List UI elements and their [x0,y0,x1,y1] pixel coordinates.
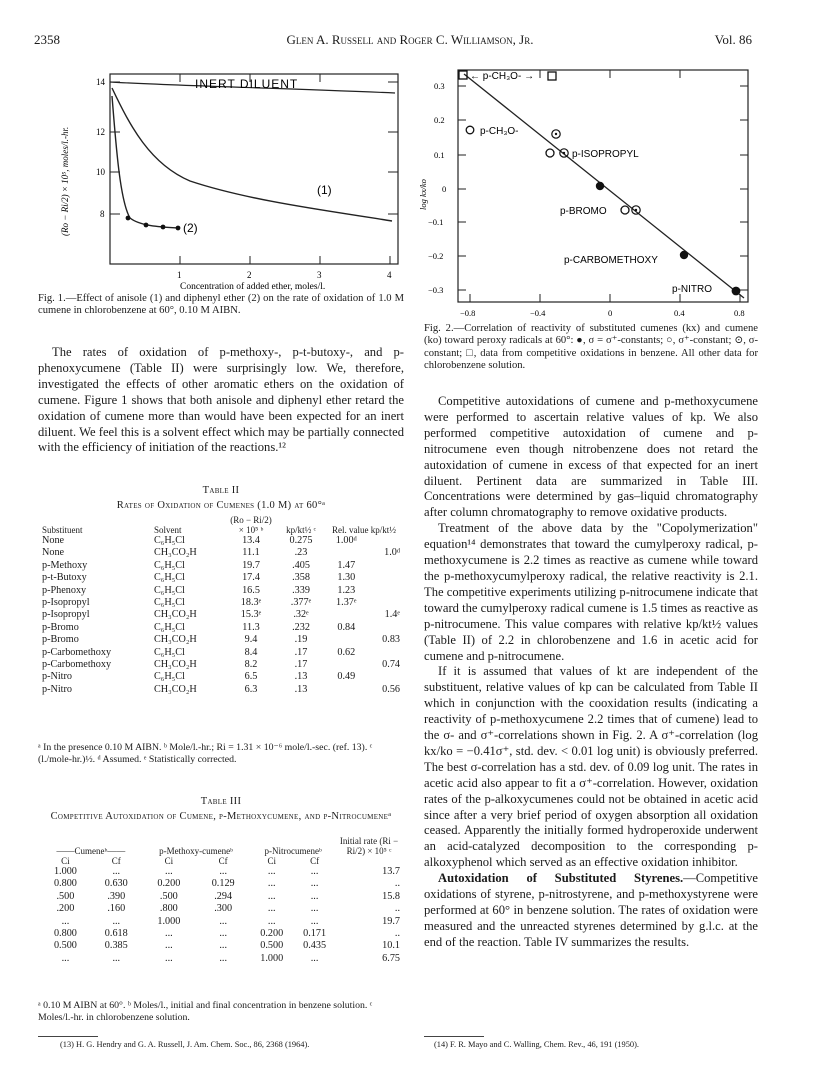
table2-cell: C₆H₅Cl [154,621,185,633]
fig2-open-circle-isopropyl [546,149,554,157]
table3-cell: ... [310,878,319,890]
table2-cell: 8.4 [244,646,258,658]
table2-label: Table II [202,485,240,496]
fig2-ytick-0.3: 0.3 [434,81,445,91]
table2-cell: p-Nitro [42,671,72,683]
table2-row [40,585,402,597]
table2-cell: 16.5 [242,584,260,596]
table3-cell: ... [61,952,70,964]
right-column [424,394,758,951]
table3-cell: ... [165,866,173,877]
table3-cell: 1.000 [53,866,77,877]
table3-cell: 1.000 [260,952,284,964]
table3-cell: 0.800 [53,928,77,940]
table3-cell: ... [310,952,319,964]
table2-cell: 1.37ᵉ [336,597,357,609]
table3-row [40,940,402,952]
fig1-xtick-2: 2 [247,270,252,280]
table3-row [40,903,402,915]
table3-cell: ... [165,940,173,952]
table2-footnote: ᵃ In the presence 0.10 M AIBN. ᵇ Mole/l.-hr.; Ri = 1.31 × 10⁻⁶ mole/l.-sec. (ref. 13). ᶜ (l./mole-hr.)½. ᵈ Assumed. ᵉ Statistically corrected. [38,742,373,765]
table3-cell: 0.630 [104,878,128,890]
fig1-ylabel: (Ro − Ri/2) × 10⁵, moles/l.-hr. [60,126,70,236]
table2-cell [367,572,402,584]
table3-cell: .160 [107,903,126,915]
table2-cell: C₆H₅Cl [154,584,185,596]
fig1-ytick-14: 14 [96,77,105,87]
running-title: Glen A. Russell and Roger C. Williamson, Jr. [286,32,534,47]
fig2-filled-point-center [596,182,604,190]
table2-cell: 0.62 [337,646,356,658]
fig2-ytick-0: 0 [442,184,447,194]
table2-cell: .32ᵉ [293,609,309,621]
table3 [40,836,402,965]
right-paragraph-3: If it is assumed that values of kt are independent of the substituent, relative values of kp can be calculated from Table II which in conjunction with the cooxidation results (indicating a reactivity of p-methoxycumene 2.2 times that of cumene) lead to the σ- and σ⁺-correlations shown in Fig. 2. A σ⁺-correlation (log kx/ko = −0.41σ⁺, std. dev. < 0.01 log unit) is obviously preferred. The best σ-correlation has a std. dev. of 0.09 log unit. The rates in acetic acid also appear to fit a σ⁺-correlation. However, oxidation rates of the p-alkoxycumenes could not be obtained in acetic acid since after a very brief period of oxygen absorption all oxidation ceased. Apparently the initially formed hydroperoxide underwent an acid-catalyzed decomposition to the corresponding p-alkoxyphenol which served as an effective oxidation inhibitor. [424,664,758,870]
table2-cell: p-Bromo [42,634,79,646]
table3-cell: ... [165,952,173,964]
fig1-xtick-4: 4 [387,270,392,280]
table2-cell: 13.4 [242,535,260,546]
table2-row [40,659,402,671]
table3-cell: 15.8 [382,890,400,902]
table2-cell: .405 [292,559,310,571]
table2-cell: p-Nitro [42,683,72,695]
table3-cell: 19.7 [382,915,400,927]
table2-cell: p-Bromo [42,621,79,633]
footnote-rule-left [38,1036,98,1037]
table2-cell [326,659,367,671]
table2-cell: p-Phenoxy [42,584,87,596]
fig1-xtick-3: 3 [317,270,322,280]
table2-cell: .17 [294,646,308,658]
fig2-ytick-0.2: 0.2 [434,115,445,125]
t3-group-rate: Initial rate (Ri − Ri/2) × 10⁵ ᶜ [339,836,399,856]
page-number: 2358 [34,32,60,47]
table3-cell: 0.500 [53,940,77,952]
table2-cell: .377ᵉ [290,597,312,609]
table3-cell: 10.1 [382,940,400,952]
fig2-caption: Fig. 2.—Correlation of reactivity of substituted cumenes (kx) and cumene (ko) toward peroxy radicals at 60°: ●, σ = σ⁺-constants; ○, σ⁺-constant; ⊙, σ-constant; □, data from competitive oxidations in benzene. All other data for chlorobenzene solution. [424,323,758,372]
table3-label: Table III [200,796,242,807]
table2-cell: 1.0ᵈ [384,547,400,559]
right-paragraph-1: Competitive autoxidations of cumene and p-methoxycumene were performed to ascertain relative values of kp. We also performed competitive autoxidation of cumene and p-nitrocumene even though nitrobenzene does not retard the autoxidation of cumene in excess of that expected for an inert diluent. Pertinent data are summarized in Table III. Concentrations were determined by gas–liquid chromatography after column chromatography to remove oxidative products. [424,394,758,520]
table3-cell: .294 [214,890,233,902]
table3-cell: 0.200 [157,878,181,890]
table2-cell: 8.2 [244,659,258,671]
table2-cell: .358 [292,572,310,584]
table2-cell: 17.4 [242,572,260,584]
table3-cell: .200 [56,903,75,915]
fig2-label-carbomethoxy: p-CARBOMETHOXY [564,255,658,266]
fig2-ytick-neg0.1: −0.1 [428,217,444,227]
table3-cell: .. [394,928,400,940]
footnote-rule-right [424,1036,484,1037]
table2-cell [367,647,402,659]
table2-cell: 18.3ᵉ [240,597,262,609]
table3-footnote: ᵃ 0.10 M AIBN at 60°. ᵇ Moles/l., initial and final concentration in benzene solution. ᶜ Moles/l.-hr. in chlorobenzene solution. [38,1000,373,1023]
fig2-filled-point-carbomethoxy [680,251,688,259]
table2-row [40,609,402,621]
fig1-label-inert: INERT DILUENT [195,77,299,91]
fig1-ytick-12: 12 [96,127,105,137]
table3-cell: ... [219,928,227,940]
table2-cell: .19 [294,634,308,646]
fig2-dot-circle-pch3o-center [555,133,557,135]
table2-cell: CH₃CO₂H [154,609,197,621]
fig2-xtick-neg0.8: −0.8 [460,308,476,318]
table2-cell: p-Isopropyl [42,609,90,621]
table3-cell: ... [310,890,319,902]
table3-cell: .390 [107,890,126,902]
t3-sub-cf-2: Cf [218,856,228,866]
fig2-dot-circle-isopropyl-center [563,152,565,154]
table2-cell: 11.1 [242,547,260,559]
table2-row [40,597,402,609]
right-paragraph-4: Autoxidation of Substituted Styrenes.—Competitive oxidations of styrene, p-nitrostyrene, and p-methoxystyrene were performed at 60° in benzene solution. The rates of oxidation were measured and the unreacted styrenes determined by g.l.c. at the end of the reaction. Table IV summarizes the results. [424,871,758,949]
table2-cell: 11.3 [242,621,260,633]
t3-sub-cf-3: Cf [310,856,320,866]
table2-cell [326,547,367,559]
table2-row [40,572,402,584]
table3-cell: 0.385 [104,940,128,952]
fig2-xtick-0.8: 0.8 [734,308,745,318]
fig2-label-pch3o-arrow: ← p-CH₃O- → [470,71,535,82]
table3-cell: 0.500 [260,940,284,952]
t3-group-methoxy: p-Methoxy-cumeneᵇ [159,846,233,856]
fig2-xtick-0: 0 [608,308,613,318]
fig1-label-1: (1) [317,183,332,197]
table3-row [40,866,402,878]
table3-cell: 0.129 [211,878,235,890]
fig1-yticks [110,74,398,264]
fig2-dot-circle-bromo-center [635,209,637,211]
table2-cell [367,671,402,683]
table3-cell: ... [112,952,121,964]
table2-row [40,671,402,683]
fig2-label-pch3o: p-CH₃O- [480,126,519,137]
table2-cell: C₆H₅Cl [154,572,185,584]
table3-cell: 0.171 [303,928,327,940]
fig1-curve-2 [112,96,178,228]
t3-group-nitro: p-Nitrocumeneᵇ [264,846,322,856]
table2-title: Rates of Oxidation of Cumenes (1.0 M) at 60°ᵃ [116,500,326,511]
table2-cell: None [42,535,65,546]
table3-row [40,928,402,940]
fig1-xlabel: Concentration of added ether, moles/l. [180,282,326,291]
left-paragraph: The rates of oxidation of p-methoxy-, p-t-butoxy-, and p-phenoxycumene (Table II) were surprisingly low. We, therefore, investigated the effects of other aromatic ethers on the oxidation of cumene. Figure 1 shows that both anisole and diphenyl ether retard the oxidation of cumene more than would have been expected for an inert diluent. We feel this is a solvent effect which may be partially connected with the efficiency of initiation of the reactions.¹² [38,345,404,455]
table2-cell: C₆H₅Cl [154,671,185,683]
fig2-ytick-0.1: 0.1 [434,150,445,160]
table2-cell: None [42,547,65,559]
table3-cell: ... [219,915,227,927]
table2-row [40,560,402,572]
table2-cell [326,684,367,696]
table2-cell: 6.3 [244,683,258,695]
table2-row [40,647,402,659]
table2-cell: 19.7 [242,559,260,571]
table2-cell: CH₃CO₂H [154,634,197,646]
fig2-ytick-neg0.2: −0.2 [428,251,444,261]
table3-cell: ... [267,903,276,915]
fig1-curve-1 [112,88,392,221]
section-heading: Autoxidation of Substituted Styrenes. [438,871,684,886]
table3-cell: ... [219,952,227,964]
table3-cell: .. [394,903,400,915]
table2-cell: .23 [294,547,308,559]
table2-cell: p-t-Butoxy [42,572,87,584]
fig2-xtick-neg0.4: −0.4 [530,308,546,318]
table3-cell: ... [310,915,319,927]
table3-cell: ... [267,878,276,890]
t3-group-cumene: ——Cumeneᵇ—— [56,846,126,856]
table3-row [40,891,402,903]
table2-cell: C₆H₅Cl [154,535,185,546]
footnote-13: (13) H. G. Hendry and G. A. Russell, J. Am. Chem. Soc., 86, 2368 (1964). [60,1040,310,1049]
t2-header-solvent: Solvent [154,525,182,535]
table2-cell: 0.49 [337,671,356,683]
table3-cell: ... [267,915,276,927]
table3-cell: 0.435 [303,940,327,952]
table3-title: Competitive Autoxidation of Cumene, p-Methoxycumene, and p-Nitrocumeneᵃ [50,811,392,822]
table3-cell: .800 [159,903,178,915]
table2-cell: .232 [292,621,310,633]
t3-sub-ci-1: Ci [61,856,70,866]
table3-cell: ... [310,903,319,915]
table3-cell: 0.200 [260,928,284,940]
t3-sub-cf-1: Cf [111,856,121,866]
table3-cell: ... [267,890,276,902]
table2-cell: CH₃CO₂H [154,683,197,695]
table2-cell [367,622,402,634]
table2-cell [326,634,367,646]
t3-sub-ci-2: Ci [164,856,174,866]
table2-cell: p-Methoxy [42,559,88,571]
table2-cell: p-Carbomethoxy [42,659,112,671]
fig2-label-bromo: p-BROMO [560,206,607,217]
table2-row [40,684,402,696]
fig2-xtick-0.4: 0.4 [674,308,685,318]
table2-cell: .13 [294,683,308,695]
fig2-open-circle-pch3o [466,126,474,134]
t2-header-rel: Rel. value kp/kt½ [332,525,396,535]
table3-cell: ... [267,866,276,877]
table3-cell: .. [394,878,400,890]
t2-header-kp: kp/kt½ ᶜ [286,525,316,535]
table2-cell: 1.00ᵈ [335,535,357,546]
volume: Vol. 86 [714,32,752,47]
table2-cell [326,609,367,621]
table2-cell: 0.56 [382,683,400,695]
table2-cell: 6.5 [244,671,258,683]
table3-cell: ... [112,915,121,927]
table2-cell: 1.30 [337,572,356,584]
table3-cell: ... [310,866,319,877]
table2-cell: C₆H₅Cl [154,597,185,609]
right-paragraph-2: Treatment of the above data by the "Copolymerization" equation¹⁴ demonstrates that toward the cumylperoxy radical, p-methoxycumene is 2.2 times as reactive as cumene while toward the p-methoxycumylperoxy radical, the relative reactivity is 2.1. The competitive experiments utilizing p-nitrocumene indicate that toward the cumylperoxy radical cumene is 1.5 times as reactive as p-nitrocumene. This value compares with relative kp/kt½ values (Table II) of 2.2 in chlorobenzene and 1.6 in acetic acid for cumene and p-nitrocumene. [424,521,758,663]
table3-cell: 1.000 [157,915,181,927]
table2-cell: 0.275 [289,535,313,546]
table2-cell: C₆H₅Cl [154,646,185,658]
table3-row [40,878,402,890]
table3-cell: ... [112,866,121,877]
fig1-caption: Fig. 1.—Effect of anisole (1) and diphenyl ether (2) on the rate of oxidation of 1.0 M cumene in chlorobenzene at 60°, 0.10 M AIBN. [38,293,404,317]
table3-cell: .500 [159,890,178,902]
table2-cell: 0.74 [382,659,400,671]
table3-cell: ... [219,940,227,952]
table3-cell: ... [61,915,70,927]
figure-2 [414,62,760,324]
table2-cell [367,585,402,597]
table2-cell: p-Carbomethoxy [42,646,112,658]
table3-cell: 0.618 [104,928,128,940]
table2-cell: 1.23 [337,584,356,596]
table3-cell: .300 [214,903,233,915]
fig2-label-nitro: p-NITRO [672,284,712,295]
table3-cell: ... [219,866,227,877]
table2-cell: C₆H₅Cl [154,559,185,571]
table2-cell: CH₃CO₂H [154,659,197,671]
fig1-ytick-10: 10 [96,167,105,177]
table2 [40,515,402,696]
fig2-ytick-neg0.3: −0.3 [428,285,444,295]
fig1-frame [110,74,398,264]
fig1-ytick-8: 8 [100,209,105,219]
fig2-filled-point-nitro [732,287,741,296]
table2-row [40,547,402,559]
fig2-label-isopropyl: p-ISOPROPYL [572,149,639,160]
table2-cell: .17 [294,659,308,671]
table3-row [40,916,402,928]
table2-cell: 1.47 [337,559,356,571]
table2-cell: .13 [294,671,308,683]
table2-row [40,535,402,547]
table3-cell: 13.7 [382,866,400,877]
table2-cell: 9.4 [244,634,258,646]
table3-cell: ... [165,928,173,940]
t3-sub-ci-3: Ci [267,856,276,866]
fig2-square-right [548,72,556,80]
table3-row [40,953,402,965]
t2-header-rate: (Ro − Ri/2) × 10⁵ ᵇ [230,515,272,535]
fig2-ylabel: log kx/ko [418,179,428,210]
table2-cell: 15.3ᵉ [240,609,262,621]
table2-cell: .339 [292,584,310,596]
table2-row [40,622,402,634]
table2-cell: 0.83 [382,634,400,646]
table2-cell [367,597,402,609]
fig2-open-circle-bromo [621,206,629,214]
fig1-xtick-1: 1 [177,270,182,280]
table2-cell: 1.4ᵉ [384,609,400,621]
table3-cell: 6.75 [382,952,400,964]
fig1-label-2: (2) [183,221,198,235]
table3-cell: .500 [56,890,75,902]
table2-cell [367,560,402,572]
table3-cell: 0.800 [53,878,77,890]
table2-row [40,634,402,646]
t2-header-substituent: Substituent [42,525,83,535]
table2-cell: 0.84 [337,621,356,633]
table2-cell: p-Isopropyl [42,597,90,609]
table2-cell [367,535,402,547]
table2-cell: CH₃CO₂H [154,547,197,559]
figure-1 [30,66,410,291]
footnote-14: (14) F. R. Mayo and C. Walling, Chem. Rev., 46, 191 (1950). [434,1040,639,1049]
